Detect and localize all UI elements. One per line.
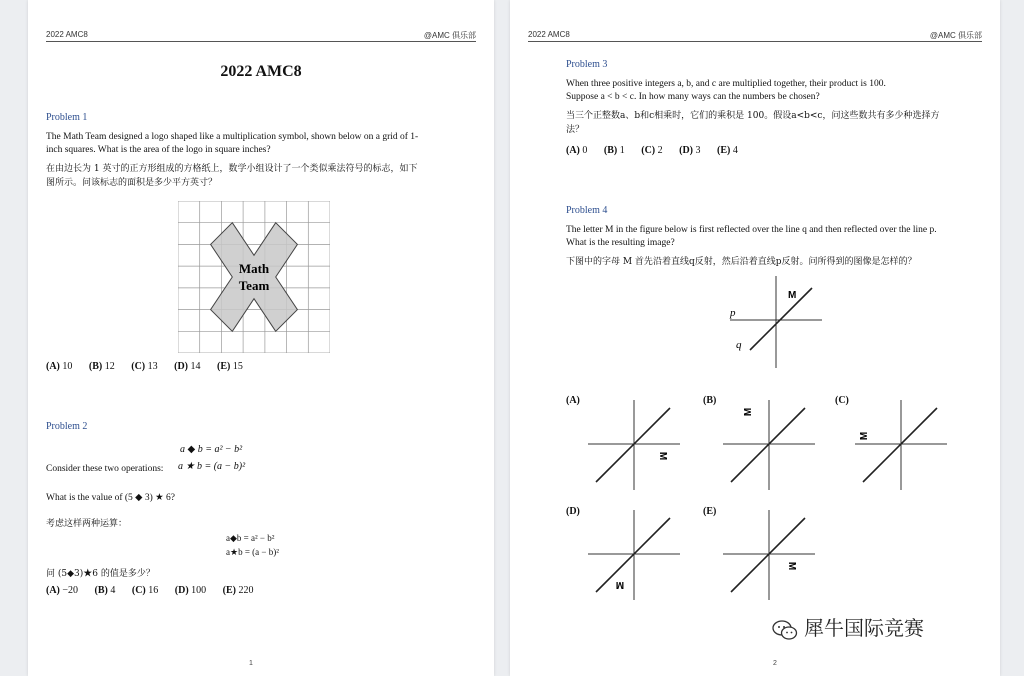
cn-operation-star: a★b = (a − b)² (226, 547, 279, 557)
answer-choice: (A) 10 (46, 361, 73, 372)
problem-4-label: Problem 4 (566, 205, 608, 216)
page-number: 2 (773, 660, 777, 667)
problem-3-answers (566, 145, 752, 156)
problem-3-cn-line2: 法？ (566, 125, 585, 135)
letter-m: M (743, 407, 754, 417)
problem-1-cn-line2: 图所示。问该标志的面积是多少平方英寸？ (46, 178, 218, 188)
answer-choice: (A) −20 (46, 585, 79, 596)
option-e-figure (723, 510, 819, 602)
problem-1-answers (46, 361, 257, 372)
problem-3-text-cn (566, 109, 939, 137)
label-q: q (736, 339, 742, 351)
problem-3-en-line2: Suppose a < b < c. In how many ways can the numbers be chosen? (566, 92, 820, 102)
logo-text-line2: Team (238, 278, 270, 293)
wechat-icon (772, 619, 798, 641)
answer-choice: (D) 14 (174, 361, 201, 372)
problem-4-text-en (566, 224, 937, 250)
page-header (528, 30, 982, 42)
answer-choice: (E) 4 (717, 145, 738, 156)
problem-2-cn-question: 问 (5◆3)★6 的值是多少？ (46, 569, 155, 579)
letter-m: M (657, 451, 668, 461)
problem-2-cn-intro: 考虑这样两种运算： (46, 519, 128, 529)
answer-choice: (C) 13 (131, 361, 158, 372)
answer-choice: (D) 3 (679, 145, 701, 156)
option-e-label: (E) (703, 506, 717, 517)
option-b-figure (723, 400, 819, 492)
page-1 (28, 0, 494, 676)
problem-1-cn-line1: 在由边长为 1 英寸的正方形组成的方格纸上，数学小组设计了一个类似乘法符号的标志，如下 (46, 164, 418, 174)
operation-diamond: a ◆ b = a² − b² (180, 444, 243, 455)
problem-3-text-en (566, 78, 886, 104)
header-right: @AMC 俱乐部 (423, 31, 476, 40)
answer-choice: (C) 16 (131, 585, 159, 596)
letter-m: M (786, 561, 797, 571)
page-2 (510, 0, 1000, 676)
page-header (46, 30, 476, 42)
answer-choice: (C) 2 (641, 145, 663, 156)
reflection-figure (720, 270, 840, 375)
option-c-figure (855, 400, 951, 492)
problem-3-en-line1: When three positive integers a, b, and c are multiplied together, their product is 100. (566, 79, 886, 89)
line-q (750, 288, 812, 350)
answer-choice: (E) 15 (217, 361, 243, 372)
problem-2-label: Problem 2 (46, 421, 88, 432)
problem-1-text-cn (46, 162, 417, 190)
problem-2-question: What is the value of (5 ◆ 3) ★ 6? (46, 493, 175, 503)
problem-2-answers (46, 585, 268, 596)
problem-1-en-line2: inch squares. What is the area of the logo in square inches? (46, 145, 271, 155)
cn-operation-diamond: a◆b = a² − b² (226, 533, 275, 543)
header-right: @AMC 俱乐部 (929, 31, 982, 40)
option-a-label: (A) (566, 395, 580, 406)
problem-4-en-line1: The letter M in the figure below is first reflected over the line q and then reflected over the line p. (566, 225, 937, 235)
watermark-text: 犀牛国际竞赛 (804, 616, 924, 640)
logo-text-line1: Math (238, 261, 270, 276)
problem-3-label: Problem 3 (566, 59, 608, 70)
watermark (772, 612, 924, 641)
answer-choice: (D) 100 (174, 585, 207, 596)
logo-x-shape (211, 223, 298, 332)
answer-choice: (E) 220 (222, 585, 254, 596)
problem-2-intro: Consider these two operations: (46, 464, 164, 474)
option-d-figure (588, 510, 684, 602)
logo-grid-figure (178, 201, 330, 353)
option-b-label: (B) (703, 395, 717, 406)
problem-4-en-line2: What is the resulting image? (566, 238, 675, 248)
page-number: 1 (249, 660, 253, 667)
letter-m: M (615, 579, 625, 590)
problem-4-text-cn: 下图中的字母 M 首先沿着直线q反射，然后沿着直线p反射。问所得到的图像是怎样的？ (566, 257, 917, 267)
answer-choice: (B) 1 (603, 145, 625, 156)
answer-choice: (B) 12 (88, 361, 115, 372)
problem-1-text-en (46, 131, 418, 157)
page-title: 2022 AMC8 (220, 63, 302, 80)
header-left: 2022 AMC8 (46, 30, 88, 39)
option-a-figure (588, 400, 684, 492)
operation-star: a ★ b = (a − b)² (178, 461, 246, 472)
option-c-label: (C) (835, 395, 849, 406)
problem-3-cn-line1: 当三个正整数a、b和c相乘时，它们的乘积是 100。假设a<b<c，问这些数共有多少种选择方 (566, 111, 940, 121)
header-left: 2022 AMC8 (528, 30, 570, 39)
option-d-label: (D) (566, 506, 580, 517)
problem-1-label: Problem 1 (46, 112, 88, 123)
letter-m: M (859, 431, 870, 441)
letter-m: M (788, 290, 797, 301)
answer-choice: (A) 0 (566, 145, 588, 156)
label-p: p (730, 307, 736, 319)
problem-1-en-line1: The Math Team designed a logo shaped like a multiplication symbol, shown below on a grid of 1- (46, 132, 419, 142)
answer-choice: (B) 4 (94, 585, 116, 596)
